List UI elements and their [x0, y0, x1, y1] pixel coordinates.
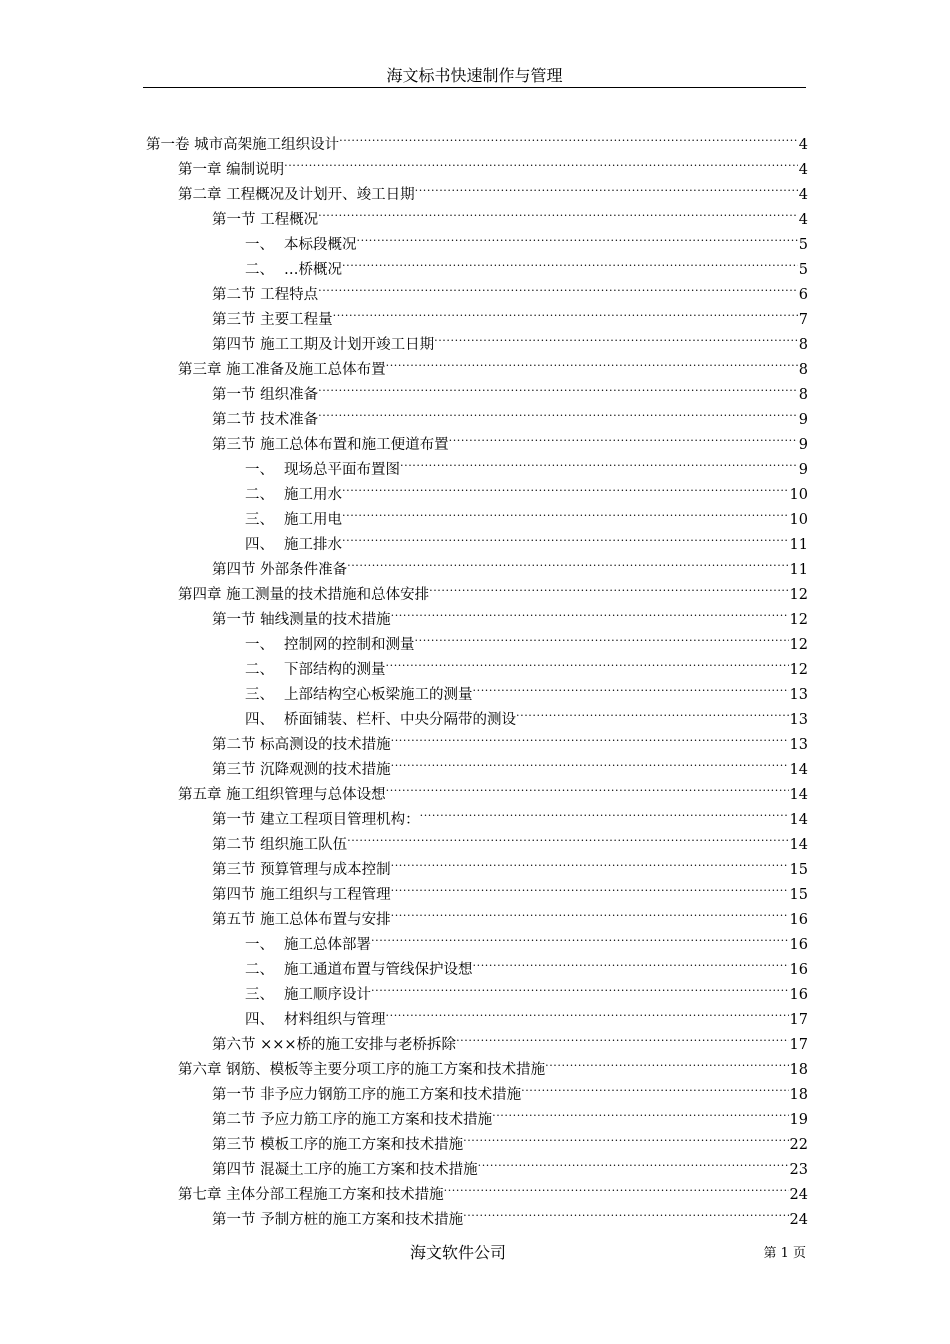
toc-entry-title: 第二节 予应力筋工序的施工方案和技术措施 — [212, 1112, 493, 1128]
toc-entry-title: 第五章 施工组织管理与总体设想 — [178, 787, 386, 803]
toc-entry-title: 第一节 工程概况 — [212, 212, 319, 228]
toc-entry-page: 12 — [789, 662, 808, 678]
toc-entry[interactable] — [146, 124, 808, 153]
toc-entry-title: 施工用电 — [284, 512, 342, 528]
toc-dot-leader — [473, 674, 789, 699]
footer-page-number: 第 1 页 — [763, 1246, 806, 1261]
toc-entry-page: 8 — [798, 387, 808, 403]
toc-entry-title: …桥概况 — [284, 262, 342, 278]
toc-dot-leader — [347, 549, 788, 574]
toc-entry-title: 本标段概况 — [284, 237, 357, 253]
toc-entry-page: 8 — [798, 337, 808, 353]
toc-entry-title: 第三节 施工总体布置和施工便道布置 — [212, 437, 449, 453]
toc-entry-page: 13 — [789, 737, 808, 753]
toc-dot-leader — [333, 299, 798, 324]
toc-entry-page: 14 — [789, 762, 808, 778]
toc-entry-page: 4 — [798, 137, 808, 153]
toc-dot-leader — [391, 599, 789, 624]
toc-entry-number: 二、 — [245, 662, 274, 678]
toc-entry-number: 二、 — [245, 262, 274, 278]
toc-dot-leader — [339, 124, 798, 149]
toc-dot-leader — [415, 624, 789, 649]
toc-dot-leader — [342, 474, 789, 499]
toc-entry-title: 下部结构的测量 — [284, 662, 386, 678]
toc-dot-leader — [318, 399, 798, 424]
toc-entry-title: 第四节 外部条件准备 — [212, 562, 348, 578]
toc-entry-page: 11 — [789, 537, 808, 553]
toc-entry-page: 16 — [789, 962, 808, 978]
toc-dot-leader — [521, 1074, 788, 1099]
toc-entry-page: 14 — [789, 837, 808, 853]
toc-entry-page: 14 — [789, 812, 808, 828]
toc-dot-leader — [284, 149, 798, 174]
toc-dot-leader — [400, 449, 798, 474]
toc-entry-page: 17 — [789, 1012, 808, 1028]
toc-entry-title: 材料组织与管理 — [284, 1012, 386, 1028]
header-divider — [143, 87, 806, 88]
toc-entry-page: 16 — [789, 987, 808, 1003]
toc-entry-number: 一、 — [245, 637, 274, 653]
table-of-contents — [146, 124, 808, 1228]
toc-entry-title: 上部结构空心板梁施工的测量 — [284, 687, 473, 703]
toc-dot-leader — [463, 1199, 788, 1224]
toc-entry-title: 第一节 组织准备 — [212, 387, 319, 403]
toc-entry-page: 18 — [789, 1062, 808, 1078]
toc-entry-title: 施工顺序设计 — [284, 987, 371, 1003]
toc-dot-leader — [357, 224, 798, 249]
toc-dot-leader — [318, 199, 798, 224]
toc-entry-page: 5 — [798, 237, 808, 253]
toc-dot-leader — [478, 1149, 789, 1174]
toc-entry-title: 第一节 轴线测量的技术措施 — [212, 612, 391, 628]
toc-entry-title: 第二节 工程特点 — [212, 287, 319, 303]
toc-entry-page: 19 — [789, 1112, 808, 1128]
toc-entry-title: 第一节 建立工程项目管理机构： — [212, 812, 420, 828]
toc-entry-page: 16 — [789, 912, 808, 928]
toc-entry-page: 10 — [789, 512, 808, 528]
toc-entry-title: 第一章 编制说明 — [178, 162, 285, 178]
toc-dot-leader — [456, 1024, 788, 1049]
toc-entry-title: 第四章 施工测量的技术措施和总体安排 — [178, 587, 430, 603]
toc-entry-page: 13 — [789, 687, 808, 703]
toc-entry-number: 四、 — [245, 712, 274, 728]
toc-entry-page: 12 — [789, 637, 808, 653]
footer-company: 海文软件公司 — [409, 1243, 506, 1262]
toc-dot-leader — [347, 824, 788, 849]
toc-dot-leader — [318, 274, 798, 299]
toc-entry-page: 17 — [789, 1037, 808, 1053]
toc-entry-page: 4 — [798, 187, 808, 203]
toc-entry-title: 第三章 施工准备及施工总体布置 — [178, 362, 386, 378]
toc-entry-page: 24 — [789, 1212, 808, 1228]
toc-entry-title: 施工排水 — [284, 537, 342, 553]
toc-entry-page: 22 — [789, 1137, 808, 1153]
toc-entry-page: 7 — [798, 312, 808, 328]
toc-entry-title: 第四节 混凝土工序的施工方案和技术措施 — [212, 1162, 478, 1178]
toc-dot-leader — [391, 899, 789, 924]
toc-entry-page: 9 — [798, 412, 808, 428]
toc-dot-leader — [420, 799, 789, 824]
toc-dot-leader — [444, 1174, 789, 1199]
toc-entry-page: 6 — [798, 287, 808, 303]
toc-entry-number: 一、 — [245, 462, 274, 478]
toc-entry-page: 11 — [789, 562, 808, 578]
toc-entry-page: 16 — [789, 937, 808, 953]
toc-entry-title: 第三节 模板工序的施工方案和技术措施 — [212, 1137, 464, 1153]
toc-dot-leader — [318, 374, 798, 399]
toc-dot-leader — [386, 774, 789, 799]
toc-entry-page: 9 — [798, 462, 808, 478]
page-header-title: 海文标书快速制作与管理 — [386, 66, 563, 85]
toc-dot-leader — [371, 924, 789, 949]
toc-entry-title: 现场总平面布置图 — [284, 462, 400, 478]
toc-dot-leader — [415, 174, 798, 199]
toc-entry-title: 施工总体部署 — [284, 937, 371, 953]
toc-entry-title: 第三节 主要工程量 — [212, 312, 333, 328]
toc-entry-number: 三、 — [245, 687, 274, 703]
toc-entry-title: 第四节 施工工期及计划开竣工日期 — [212, 337, 435, 353]
toc-entry-title: 控制网的控制和测量 — [284, 637, 415, 653]
toc-entry-number: 一、 — [245, 237, 274, 253]
toc-entry-title: 第四节 施工组织与工程管理 — [212, 887, 391, 903]
toc-entry-page: 5 — [798, 262, 808, 278]
toc-entry-title: 第二节 标高测设的技术措施 — [212, 737, 391, 753]
toc-dot-leader — [473, 949, 789, 974]
toc-entry-number: 四、 — [245, 537, 274, 553]
toc-entry-title: 第六节 ×××桥的施工安排与老桥拆除 — [212, 1037, 457, 1053]
toc-dot-leader — [386, 649, 789, 674]
toc-dot-leader — [371, 974, 789, 999]
toc-dot-leader — [391, 849, 789, 874]
toc-entry-page: 14 — [789, 787, 808, 803]
toc-entry-title: 第二节 技术准备 — [212, 412, 319, 428]
toc-dot-leader — [386, 349, 798, 374]
toc-entry-title: 施工用水 — [284, 487, 342, 503]
toc-entry-page: 15 — [789, 887, 808, 903]
toc-dot-leader — [391, 874, 789, 899]
toc-entry-number: 三、 — [245, 987, 274, 1003]
toc-entry-number: 二、 — [245, 487, 274, 503]
toc-entry-title: 第七章 主体分部工程施工方案和技术措施 — [178, 1187, 444, 1203]
toc-entry-page: 9 — [798, 437, 808, 453]
toc-dot-leader — [342, 249, 798, 274]
toc-dot-leader — [449, 424, 798, 449]
toc-entry-title: 第二节 组织施工队伍 — [212, 837, 348, 853]
toc-entry-page: 4 — [798, 212, 808, 228]
toc-entry-page: 18 — [789, 1087, 808, 1103]
toc-dot-leader — [429, 574, 788, 599]
toc-entry-title: 第三节 预算管理与成本控制 — [212, 862, 391, 878]
toc-entry-title: 施工通道布置与管线保护设想 — [284, 962, 473, 978]
toc-entry-title: 桥面铺装、栏杆、中央分隔带的测设 — [284, 712, 516, 728]
toc-entry-title: 第六章 钢筋、模板等主要分项工序的施工方案和技术措施 — [178, 1062, 546, 1078]
toc-entry-number: 四、 — [245, 1012, 274, 1028]
toc-dot-leader — [342, 524, 789, 549]
toc-dot-leader — [391, 724, 789, 749]
toc-entry-page: 8 — [798, 362, 808, 378]
toc-entry-title: 第五节 施工总体布置与安排 — [212, 912, 391, 928]
toc-dot-leader — [516, 699, 789, 724]
toc-dot-leader — [434, 324, 798, 349]
toc-entry-page: 13 — [789, 712, 808, 728]
toc-entry-number: 二、 — [245, 962, 274, 978]
toc-entry-title: 第一节 非予应力钢筋工序的施工方案和技术措施 — [212, 1087, 522, 1103]
toc-entry-page: 10 — [789, 487, 808, 503]
toc-dot-leader — [391, 749, 789, 774]
toc-dot-leader — [463, 1124, 788, 1149]
toc-dot-leader — [492, 1099, 788, 1124]
toc-dot-leader — [386, 999, 789, 1024]
toc-entry-page: 4 — [798, 162, 808, 178]
toc-entry-page: 12 — [789, 612, 808, 628]
toc-entry-title: 第一卷 城市高架施工组织设计 — [146, 137, 340, 153]
toc-entry-title: 第二章 工程概况及计划开、竣工日期 — [178, 187, 415, 203]
toc-entry-title: 第一节 予制方桩的施工方案和技术措施 — [212, 1212, 464, 1228]
toc-entry-page: 24 — [789, 1187, 808, 1203]
toc-dot-leader — [342, 499, 789, 524]
toc-entry-page: 12 — [789, 587, 808, 603]
toc-entry-page: 23 — [789, 1162, 808, 1178]
toc-entry-title: 第三节 沉降观测的技术措施 — [212, 762, 391, 778]
toc-entry-page: 15 — [789, 862, 808, 878]
toc-dot-leader — [545, 1049, 788, 1074]
toc-entry-number: 一、 — [245, 937, 274, 953]
toc-entry-number: 三、 — [245, 512, 274, 528]
